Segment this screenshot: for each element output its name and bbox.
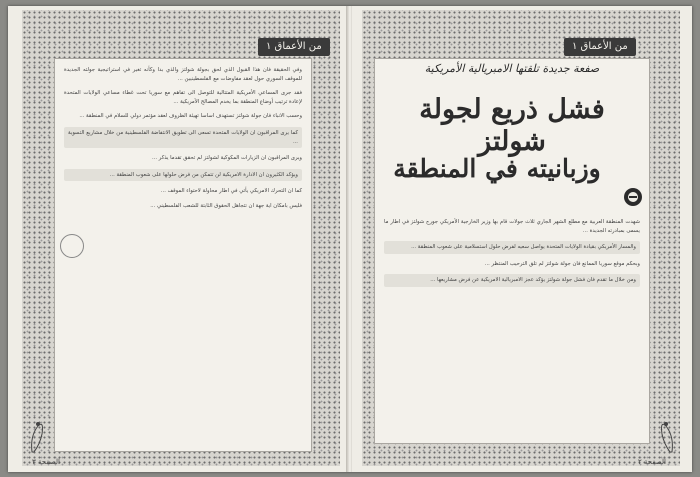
right-paragraph: شهدت المنطقة العربية مع مطلع الشهر الجاري ثلاث جولات قام بها وزير الخارجية الأمريكي جورج شولتز في اطار ما يسمى بمبادرته الجديدة ... (384, 219, 640, 234)
right-paragraph: ومن خلال ما تقدم فان فشل جولة شولتز يؤكد عجز الامبريالية الامريكية عن فرض مشاريعها ... (384, 274, 640, 287)
left-page (8, 6, 348, 472)
left-section-tag: من الأعماق ١ (258, 38, 330, 56)
ornament-icon (28, 416, 48, 456)
article-subheadline: وزبانيته في المنطقة (393, 154, 601, 183)
right-article-text (384, 218, 640, 438)
magazine-spread (8, 6, 692, 472)
left-paragraph: وفي الحقيقة فان هذا القبول الذي لحق بجولة شولتز والذي بدا وكأنه تغير في استراتيجية جولته الجديدة للموقف السوري حول لعقد مفاوضات مع الفلسطينيين ... (64, 67, 302, 82)
emblem-icon (622, 186, 644, 208)
left-paragraph: وحسب الانباء فان جولة شولتز تستهدف اساسا تهيئة الظروف لعقد مؤتمر دولي للسلام في المنطقة ... (79, 113, 302, 120)
article-headline: فشل ذريع لجولة شولتز (419, 94, 605, 157)
left-paragraph: كما يرى المراقبون ان الولايات المتحدة تسعى الى تطويق الانتفاضة الفلسطينية من خلال مشاريع التسوية ... (64, 127, 302, 148)
left-article-text (64, 66, 302, 441)
left-paragraph: فقد جرى المساعي الأمريكية المتتالية للتوصل الى تفاهم مع سوريا تحت غطاء مساعي الولايات المتحدة لإعادة ترتيب أوضاع المنطقة بما يخدم المصالح الأمريكية ... (64, 90, 302, 105)
right-section-tag: من الأعماق ١ (564, 38, 636, 56)
right-page (352, 6, 692, 472)
right-paragraph: والمسار الأمريكي بقيادة الولايات المتحدة يواصل سعيه لفرض حلول استسلامية على شعوب المنطقة ... (384, 241, 640, 254)
article-kicker: صفعة جديدة تلقتها الامبريالية الأمريكية (424, 62, 600, 75)
left-paragraph: كما ان التحرك الامريكي يأتي في اطار محاولة لاحتواء الموقف ... (160, 188, 302, 195)
left-paragraph: ويرى المراقبون ان الزيارات المكوكية لشولتز لم تحقق تقدما يذكر ... (152, 155, 302, 162)
left-paragraph: ويؤكد الكثيرون ان الادارة الامريكية لن تتمكن من فرض حلولها على شعوب المنطقة ... (64, 169, 302, 182)
left-page-seal-icon (60, 234, 84, 258)
left-page-number: الصفحة ٣ (32, 458, 60, 466)
right-paragraph: وبحكم موقع سوريا الممانع فان جولة شولتز لم تلق الترحيب المنتظر ... (484, 260, 640, 267)
right-page-number: الصفحة ٢ (638, 458, 666, 466)
ornament-icon (656, 416, 676, 456)
left-paragraph: فليس بامكان اية جهة ان تتجاهل الحقوق الثابتة للشعب الفلسطيني ... (150, 202, 302, 209)
